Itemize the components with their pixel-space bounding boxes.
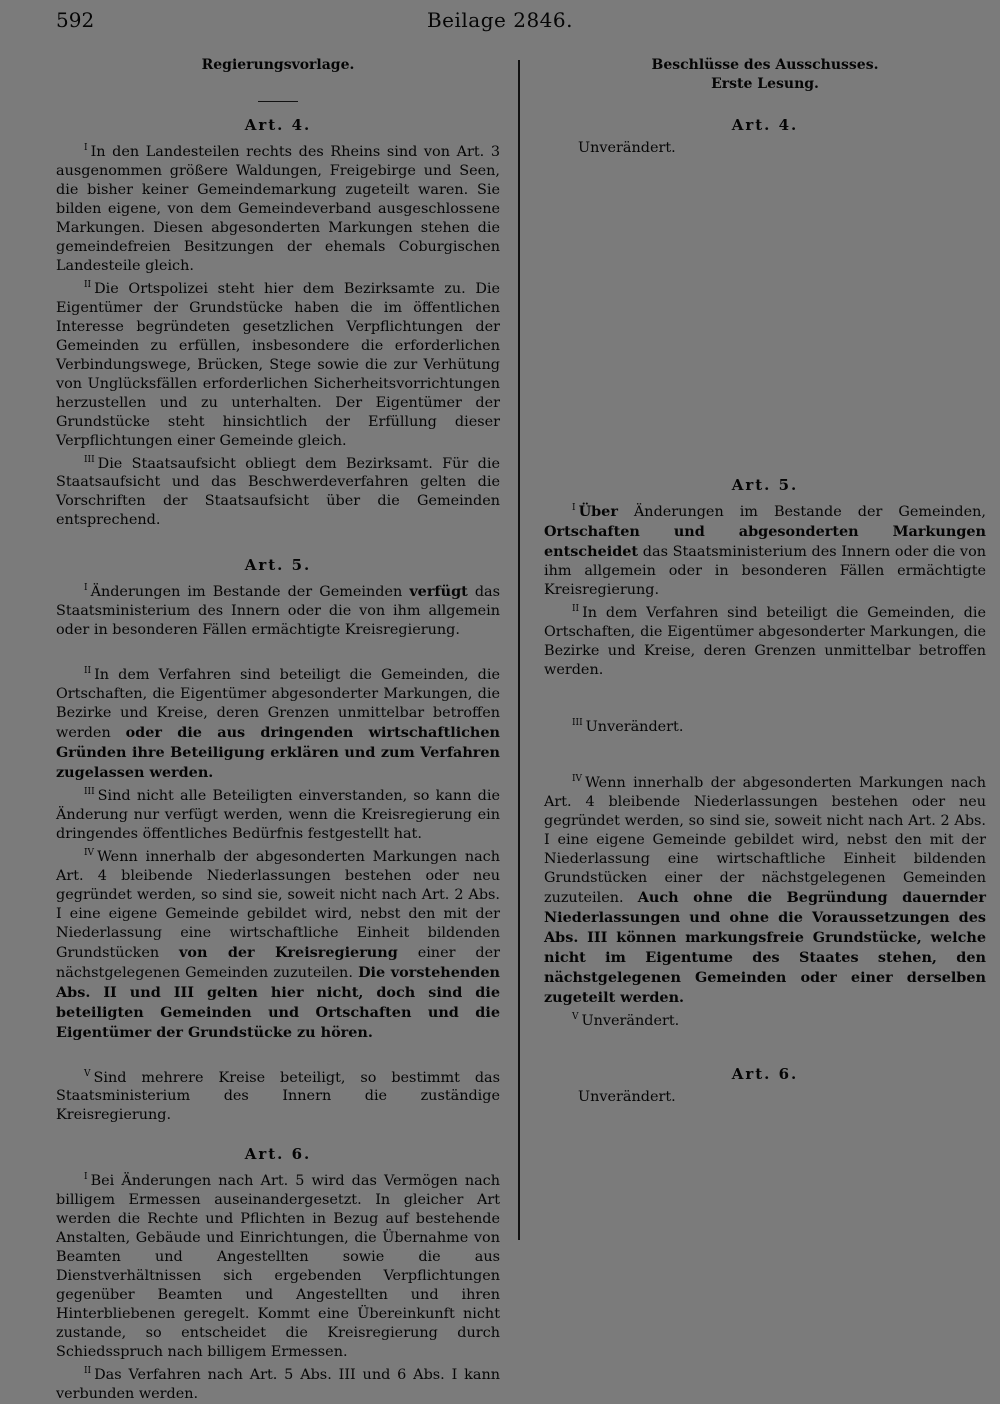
para-number: II bbox=[84, 279, 92, 290]
left-art4-para-2 bbox=[56, 276, 500, 451]
para-text: Das Verfahren nach Art. 5 Abs. III und 6 Abs. I kann verbunden werden. bbox=[56, 1366, 500, 1402]
para-number: III bbox=[572, 717, 583, 728]
para-text: Sind nicht alle Beteiligten einverstanden, so kann die Änderung nur verfügt werden, wenn die Kreisregierung ein dringendes öffentliches Bedürfnis festgestellt hat. bbox=[56, 787, 500, 842]
para-text-bold: Die vorstehenden Abs. II und III gelten hier nicht, doch sind die beteiligten Gemeinden und Ortschaften und die Eigentümer der Grundstücke zu hören. bbox=[56, 963, 500, 1041]
right-art5-para-1 bbox=[544, 499, 986, 600]
para-number: IV bbox=[572, 774, 583, 785]
right-art4-text: Unverändert. bbox=[578, 140, 676, 156]
right-column-subtitle: Erste Lesung. bbox=[711, 76, 819, 92]
para-text-bold: Ortschaften und abgesonderten Markungen entscheidet bbox=[544, 522, 986, 560]
left-art5-para-5 bbox=[56, 1065, 500, 1126]
para-text-bold: Über bbox=[578, 502, 618, 520]
para-text-bold: von der Kreisregierung bbox=[179, 943, 398, 961]
para-text: In den Landesteilen rechts des Rheins sind von Art. 3 ausgenommen größere Waldungen, Freigebirge und Seen, die bisher keiner Gemeindemarkung zugeteilt waren. Sie bilden eigene, von dem Gemeindeverband ausgeschlossene Markungen. Diesen abgesonderten Markungen stehen die gemeindefreien Besitzungen der ehemals Coburgischen Landesteile gleich. bbox=[56, 143, 500, 274]
left-art5-para-3 bbox=[56, 783, 500, 844]
left-art5-para-2 bbox=[56, 662, 500, 783]
para-number: I bbox=[84, 143, 88, 153]
right-art5-para-2 bbox=[544, 600, 986, 680]
para-number: V bbox=[84, 1068, 91, 1079]
left-art5-title: Art. 5. bbox=[244, 556, 312, 575]
left-art4-para-3 bbox=[56, 451, 500, 531]
para-number: III bbox=[84, 454, 95, 465]
para-number: II bbox=[84, 1366, 92, 1377]
left-art5-para-1 bbox=[56, 579, 500, 640]
right-art5-para-3 bbox=[544, 714, 986, 737]
column-divider bbox=[518, 60, 520, 1240]
para-number: I bbox=[84, 583, 88, 594]
left-art4-para-1 bbox=[56, 139, 500, 276]
para-text: Sind mehrere Kreise beteiligt, so bestimmt das Staatsministerium des Innern die zuständige Kreisregierung. bbox=[56, 1069, 500, 1124]
para-number: II bbox=[84, 666, 92, 677]
para-text: Wenn innerhalb der abgesonderten Markungen nach Art. 4 bleibende Niederlassungen bestehen oder neu gegründet werden, so sind sie, soweit nicht nach Art. 2 Abs. I eine eigene Gemeinde gebildet wird, nebst den mit der Niederlassung eine wirtschaftliche Einheit bildenden Grundstücken bbox=[56, 848, 500, 961]
para-text: Die Staatsaufsicht obliegt dem Bezirksamt. Für die Staatsaufsicht und das Beschwerdeverfahren gelten die Vorschriften der Staatsaufsicht über die Gemeinden entsprechend. bbox=[56, 455, 500, 529]
right-art5-title: Art. 5. bbox=[731, 476, 799, 494]
page-header-title: Beilage 2846. bbox=[426, 8, 573, 32]
para-text: In dem Verfahren sind beteiligt die Gemeinden, die Ortschaften, die Eigentümer abgesonderter Markungen, die Bezirke und Kreise, deren Grenzen unmittelbar betroffen werden bbox=[56, 666, 500, 741]
para-text-bold: verfügt bbox=[409, 583, 468, 601]
para-text: Unverändert. bbox=[585, 718, 684, 735]
left-column-title: Regierungsvorlage. bbox=[201, 57, 355, 73]
para-text: das Staatsministerium des Innern oder die von ihm allgemein oder in besonderen Fällen ermächtigte Kreisregierung. bbox=[56, 584, 500, 639]
para-number: II bbox=[572, 603, 580, 614]
right-art5-para-4 bbox=[544, 770, 986, 1008]
right-art4-title: Art. 4. bbox=[731, 116, 799, 134]
title-rule bbox=[258, 101, 298, 102]
para-text: Die Ortspolizei steht hier dem Bezirksamte zu. Die Eigentümer der Grundstücke haben die im öffentlichen Interesse begründeten gesetzlichen Verpflichtungen der Gemeinden zu erfüllen, insbesondere die erforderlichen Verbindungswege, Brücken, Stege sowie die zur Verhütung von Unglücksfällen erforderlichen Sicherheitsvorrichtungen herzustellen und zu unterhalten. Der Eigentümer der Grundstücke steht hinsichtlich der Erfüllung dieser Verpflichtungen einer Gemeinde gleich. bbox=[56, 280, 500, 449]
para-text: Änderungen im Bestande der Gemeinden bbox=[90, 584, 410, 601]
left-art4-title: Art. 4. bbox=[244, 116, 312, 134]
para-text: das Staatsministerium des Innern oder die von ihm allgemein oder in besonderen Fällen ermächtigte Kreisregierung. bbox=[544, 543, 986, 598]
right-art5-para-5 bbox=[544, 1008, 986, 1031]
para-text-bold: Auch ohne die Begründung dauernder Niederlassungen und ohne die Voraussetzungen des Abs. III können markungsfreie Grundstücke, welche nicht im Eigentume des Staates stehen, den nächstgelegenen Gemeinden oder einer derselben zugeteilt werden. bbox=[544, 889, 986, 1007]
para-text-bold: oder die aus dringenden wirtschaftlichen Gründen ihre Beteiligung erklären und zum Verfahren zugelassen werden. bbox=[56, 723, 500, 781]
para-number: I bbox=[572, 503, 576, 513]
left-art6-para-2 bbox=[56, 1362, 500, 1404]
left-art5-para-4 bbox=[56, 844, 500, 1043]
left-art6-para-1 bbox=[56, 1168, 500, 1362]
para-number: V bbox=[572, 1012, 579, 1023]
right-art6-text: Unverändert. bbox=[578, 1088, 676, 1105]
left-art6-title: Art. 6. bbox=[244, 1145, 312, 1164]
right-column-title: Beschlüsse des Ausschusses. bbox=[651, 57, 879, 73]
para-number: I bbox=[84, 1172, 88, 1183]
para-text: Wenn innerhalb der abgesonderten Markungen nach Art. 4 bleibende Niederlassungen bestehen oder neu gegründet werden, so sind sie, soweit nicht nach Art. 2 Abs. I eine eigene Gemeinde gebildet wird, nebst den mit der Niederlassung eine wirtschaftliche Einheit bildenden Grundstücken einer der nächstgelegenen Gemeinden zuzuteilen. bbox=[544, 775, 986, 907]
right-art6-title: Art. 6. bbox=[731, 1064, 799, 1083]
page-number: 592 bbox=[56, 8, 95, 32]
para-text: Unverändert. bbox=[581, 1012, 680, 1029]
para-text: einer der nächstgelegenen Gemeinden zuzuteilen. bbox=[56, 944, 500, 981]
para-text: Änderungen im Bestande der Gemeinden, bbox=[617, 503, 986, 520]
para-number: IV bbox=[84, 847, 95, 858]
left-column bbox=[56, 56, 500, 1404]
para-number: III bbox=[84, 786, 95, 797]
para-text: Bei Änderungen nach Art. 5 wird das Vermögen nach billigem Ermessen auseinandergesetzt. In gleicher Art werden die Rechte und Pflichten in Bezug auf bestehende Anstalten, Gebäude und Einrichtungen, die Übernahme von Beamten und Angestellten sowie die aus Dienstverhältnissen sich ergebenden Verpflichtungen gegenüber Beamten und Angestellten und ihren Hinterbliebenen geregelt. Kommt eine Übereinkunft nicht zustande, so entscheidet die Kreisregierung durch Schiedsspruch nach billigem Ermessen. bbox=[56, 1173, 500, 1361]
para-text: In dem Verfahren sind beteiligt die Gemeinden, die Ortschaften, die Eigentümer abgesonderter Markungen, die Bezirke und Kreise, deren Grenzen unmittelbar betroffen werden. bbox=[544, 604, 986, 678]
right-column bbox=[544, 56, 986, 1107]
